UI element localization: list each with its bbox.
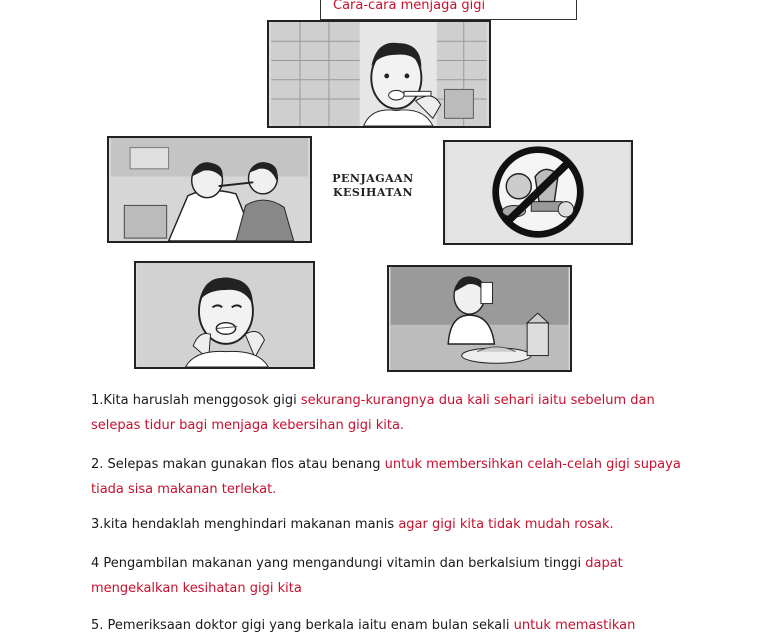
point-4-red: dapat mengekalkan kesihatan gigi kita xyxy=(91,556,623,596)
boy-flossing-teeth-picture xyxy=(134,261,315,369)
point-3-black: 3.kita hendaklah menghindari makanan manis xyxy=(91,517,399,532)
point-1-red: sekurang-kurangnya dua kali sehari iaitu sebelum dan selepas tidur bagi menjaga kebersihan gigi kita. xyxy=(91,393,655,433)
point-4 xyxy=(91,551,701,601)
center-label-line1: PENJAGAAN xyxy=(332,172,414,185)
center-label xyxy=(318,172,428,200)
point-1 xyxy=(91,388,701,438)
boy-drinking-milk-picture xyxy=(387,265,572,372)
point-1-black: 1.Kita haruslah menggosok gigi xyxy=(91,393,301,408)
title-box xyxy=(320,0,577,20)
point-5-black: 5. Pemeriksaan doktor gigi yang berkala iaitu enam bulan sekali xyxy=(91,618,514,633)
point-3 xyxy=(91,512,701,537)
point-4-black: 4 Pengambilan makanan yang mengandungi vitamin dan berkalsium tinggi xyxy=(91,556,586,571)
center-label-line2: KESIHATAN xyxy=(332,186,414,199)
point-5 xyxy=(91,613,701,638)
point-2-black: 2. Selepas makan gunakan flos atau benang xyxy=(91,457,385,472)
boy-brushing-teeth-picture xyxy=(267,20,491,128)
point-3-red: agar gigi kita tidak mudah rosak. xyxy=(398,517,614,532)
point-2-red: untuk membersihkan celah-celah gigi supaya tiada sisa makanan terlekat. xyxy=(91,457,681,497)
point-2 xyxy=(91,452,701,502)
dentist-checkup-picture xyxy=(107,136,312,243)
no-sweets-sign-picture xyxy=(443,140,633,245)
point-5-red: untuk memastikan xyxy=(513,618,636,633)
worksheet-title: Cara-cara menjaga gigi xyxy=(333,0,486,13)
